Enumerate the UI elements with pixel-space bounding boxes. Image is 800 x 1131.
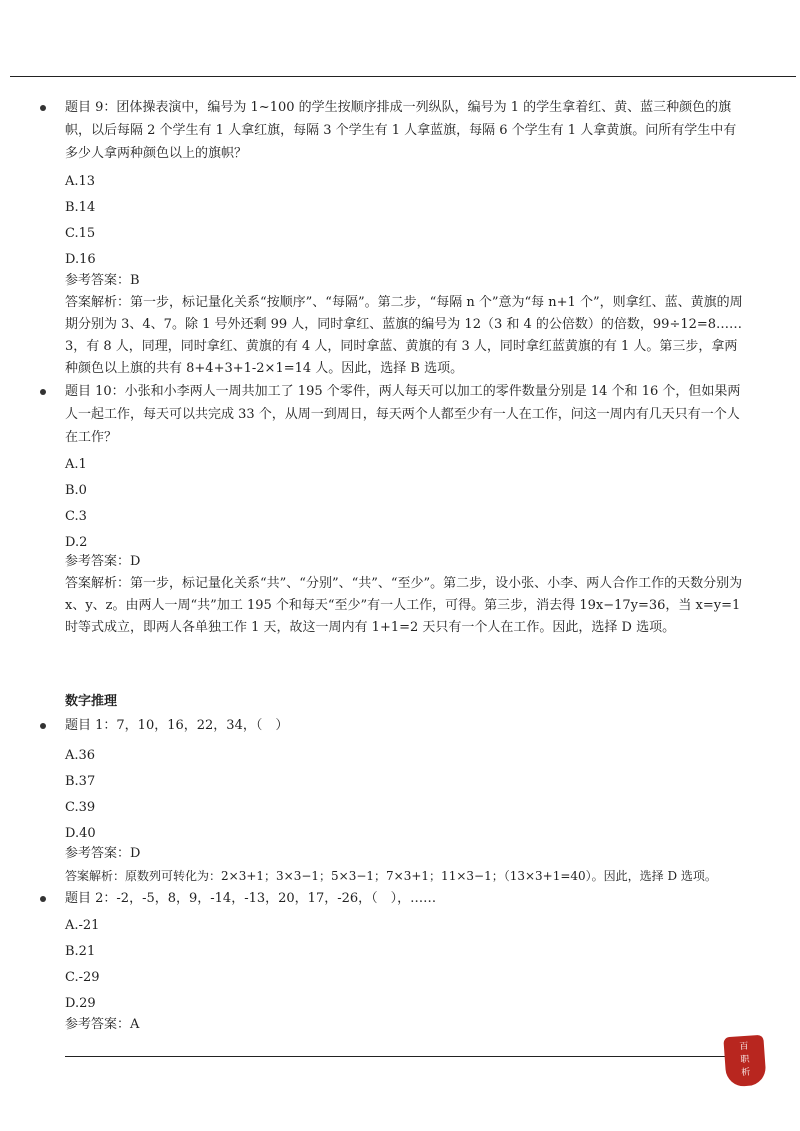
answer-label: 参考答案：D [65,846,141,861]
option-d: D.16 [65,252,96,267]
option-a: A.36 [65,748,96,763]
answer-analysis: 答案解析：第一步，标记量化关系“按顺序”、“每隔”。第二步，“每隔 n 个”意为“每 n+1 个”，则拿红、蓝、黄旗的周期分别为 3、4、7。除 1 号外还剩 99 人，同时拿红、蓝旗的编号为 12（3 和 4 的公倍数）的倍数，99÷12=8……3，有 8 人，同理，同时拿红、黄旗的有 4 人，同时拿蓝、黄旗的有 3 人，同时拿红蓝黄旗的有 1 人。第三步，拿两种颜色以上旗的共有 8+4+3+1-2×1=14 人。因此，选择 B 选项。 [65,295,743,376]
question-stem: 题目 9：团体操表演中，编号为 1~100 的学生按顺序排成一列纵队，编号为 1 的学生拿着红、黄、蓝三种颜色的旗帜，以后每隔 2 个学生有 1 人拿红旗，每隔 3 个学生有 1 人拿蓝旗，每隔 6 个学生有 1 人拿黄旗。问所有学生中有多少人拿两种颜色以上的旗帜？ [65,100,737,161]
question-1 [0,714,745,737]
option-d: D.2 [65,535,88,550]
question-stem: 题目 1：7，10，16，22，34，（ ） [65,718,289,733]
option-d: D.29 [65,996,96,1011]
option-b: B.37 [65,774,96,789]
bullet-icon [40,723,46,729]
bullet-icon [40,389,46,395]
question-2 [0,887,745,910]
option-b: B.14 [65,200,96,215]
answer-label: 参考答案：A [65,1017,140,1032]
answer-label: 参考答案：D [65,554,141,569]
seal-char: 职 [740,1054,750,1066]
section-title: 数字推理 [65,694,118,709]
option-c: C.39 [65,800,96,815]
bullet-icon [40,105,46,111]
header-rule [10,76,796,77]
answer-analysis: 答案解析：第一步，标记量化关系“共”、“分别”、“共”、“至少”。第二步，设小张、小李、两人合作工作的天数分别为 x、y、z。由两人一周“共”加工 195 个和每天“至少”有一人工作，可得。第三步，消去得 19x−17y=36，当 x=y=1 时等式成立，即两人各单独工作 1 天，故这一周内有 1+1=2 天只有一个人在工作。因此，选择 D 选项。 [65,576,743,635]
bullet-icon [40,896,46,902]
option-d: D.40 [65,826,96,841]
seal-logo [723,1035,766,1088]
question-10 [0,380,745,449]
question-stem: 题目 2：-2，-5，8，9，-14，-13，20，17，-26，（ ），…… [65,891,437,906]
option-b: B.0 [65,483,87,498]
seal-char: 析 [740,1067,751,1079]
option-c: C.15 [65,226,96,241]
option-b: B.21 [65,944,96,959]
answer-analysis: 答案解析：原数列可转化为：2×3+1；3×3−1；5×3−1；7×3+1；11×3−1；（13×3+1=40）。因此，选择 D 选项。 [65,869,717,883]
option-c: C.-29 [65,970,100,985]
option-a: A.13 [65,174,96,189]
option-a: A.1 [65,457,87,472]
answer-label: 参考答案：B [65,273,140,288]
question-stem: 题目 10：小张和小李两人一周共加工了 195 个零件，两人每天可以加工的零件数量分别是 14 个和 16 个，但如果两人一起工作，每天可以共完成 33 个，从周一到周日，每天两个人都至少有一人在工作，问这一周内有几天只有一个人在工作？ [65,384,741,445]
question-9 [0,96,745,165]
seal-char: 百 [739,1041,749,1053]
footer-rule [65,1056,730,1057]
option-c: C.3 [65,509,87,524]
option-a: A.-21 [65,918,100,933]
